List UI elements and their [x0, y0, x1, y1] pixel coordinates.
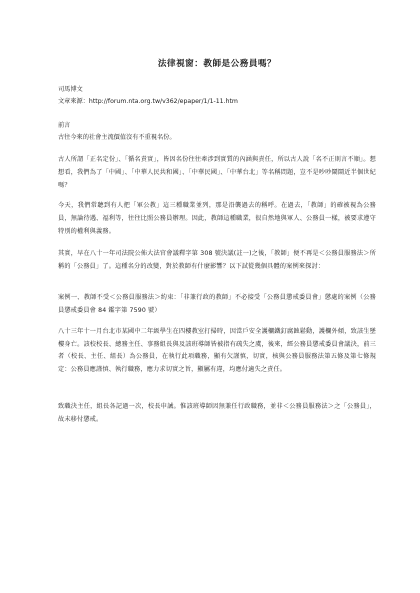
source-line: 文章來源：http://forum.nta.org.tw/v362/epaper/1/1-11.htm [58, 98, 238, 105]
document-title: 法律視窗：教師是公務員嗎？ [157, 59, 277, 69]
preface-heading: 前言 [58, 122, 71, 129]
paragraph-1: 古人所謂「正名定份」、「循名責實」，皆因名份往往牽涉到實質的內涵與責任，所以古人說「名不正則言不順」。想想看，我們為了「中國」、「中華人民共和國」、「中華民國」、「中華台北」等名稱問題，豈不是吵吵鬧鬧近半個世紀嗎？ [58, 156, 376, 189]
author-line: 司馬博文 [58, 86, 83, 93]
paragraph-6: 致職決主任，組長各記過一次，校長申誡。惟該班導師因無兼任行政職務，並非＜公務員服務法＞之「公務員」，故未移付懲戒。 [58, 403, 376, 423]
paragraph-2: 今天，我們常聽到有人把「軍公教」這三種職業並列，那是沿襲過去的稱呼。在過去，「教師」的確被視為公務員，無論待遇、福利等，往往比照公務員辦理。因此，教師這種職業，很自然地與軍人、公務員一樣，被要求遵守特別的權利與義務。 [58, 202, 376, 235]
preface-text: 古往今來的社會主流價值沒有不重視名份。 [58, 134, 176, 141]
paragraph-4: 案例一、教師不受＜公務員服務法＞約束：「非兼行政的教師」不必接受「公務員懲戒委員會」懲處的案例（公務員懲戒委員會 84 鑑字第 7590 號） [58, 294, 376, 314]
paragraph-3: 其實，早在八十一年司法院公佈大法官會議釋字第 308 號決議(註一)之後，「教師」便不再是＜公務員服務法＞所稱的「公務員」了。這種名分的改變，對於教師有什麼影響？以下試從幾個具體的案例來探討： [58, 250, 376, 270]
paragraph-5: 八十三年十一月台北市某國中二年級學生在四樓教室打掃時，因當戶安全護欄鐵釘腐蝕鬆動，護欄外傾，致該生墜樓身亡。該校校長、總務主任、事務組長與及該班導師皆被指有疏失之虞，後來，經公務員懲戒委員會議決，前三者（校長、主任、組長）為公務員，在執行此項職務，顯有欠謹慎，切實，核與公務員服務法第五條及第七條規定：公務員應謹慎、執行職務，應力求切實之旨，顯屬有違，均應付適失之責任。 [58, 328, 376, 373]
